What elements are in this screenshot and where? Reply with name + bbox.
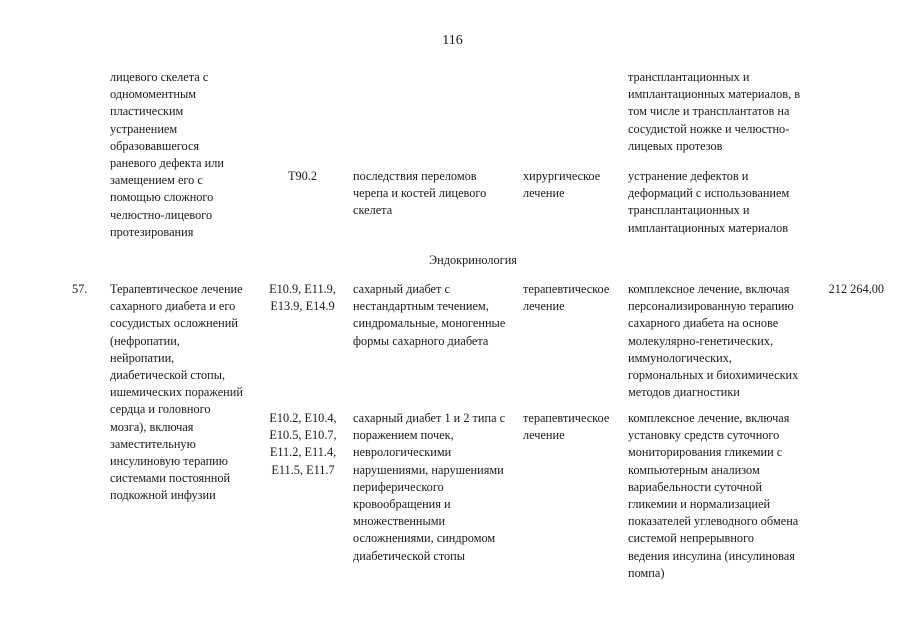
continuation-method: устранение дефектов и деформаций с использованием трансплантационных и имплантационных материалов xyxy=(628,169,790,235)
row-number: 57. xyxy=(72,282,88,296)
sub1-model: сахарный диабет с нестандартным течением, синдромальные, моногенные формы сахарного диабета xyxy=(353,282,506,348)
row-price: 212 264,00 xyxy=(828,282,884,296)
continuation-icd: Т90.2 xyxy=(287,169,318,183)
sub2-treatment: терапевтическое лечение xyxy=(523,411,610,443)
continuation-method-top: трансплантационных и имплантационных материалов, в том числе и трансплантатов на сосудистой ножке и челюстно- лицевых протезов xyxy=(628,70,801,153)
page-number: 116 xyxy=(442,33,463,48)
continuation-name: лицевого скелета с одномоментным пластическим устранением образовавшегося раневого дефекта или замещением его с помощью сложного челюстно-лицевого протезирования xyxy=(110,70,224,239)
continuation-model: последствия переломов черепа и костей лицевого скелета xyxy=(353,169,487,218)
row-name: Терапевтическое лечение сахарного диабета и его сосудистых осложнений (нефропатии, нейропатии, диабетической стопы, ишемических поражений сердца и головного мозга), включая заместительную инсулиновую терапию системами постоянной подкожной инфузии xyxy=(110,282,243,503)
sub1-treatment: терапевтическое лечение xyxy=(523,282,610,314)
sub2-method: комплексное лечение, включая установку средств суточного мониторирования гликемии с компьютерным анализом вариабельности суточной гликемии и нормализацией показателей углеводного обмена системой непрерывного ведения инсулина (инсулиновая помпа) xyxy=(628,411,799,580)
continuation-treatment: хирургическое лечение xyxy=(523,169,601,201)
sub2-model: сахарный диабет 1 и 2 типа с поражением почек, неврологическими нарушениями, нарушениями периферического кровообращения и множественными осложнениями, синдромом диабетической стопы xyxy=(353,411,506,563)
sub1-icd: Е10.9, Е11.9, Е13.9, Е14.9 xyxy=(269,282,336,314)
section-title: Эндокринология xyxy=(429,253,517,267)
sub1-method: комплексное лечение, включая персонализированную терапию сахарного диабета на основе молекулярно-генетических, иммунологических, гормональных и биохимических методов диагностики xyxy=(628,282,799,400)
sub2-icd: Е10.2, Е10.4, Е10.5, Е10.7, Е11.2, Е11.4, Е11.5, Е11.7 xyxy=(269,411,337,477)
